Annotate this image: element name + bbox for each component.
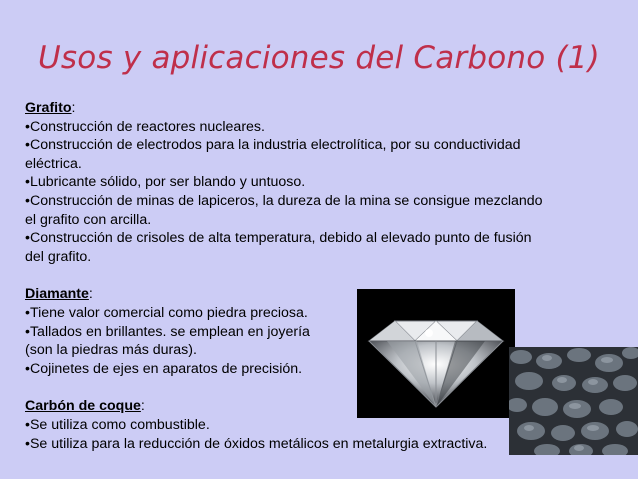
grafito-heading-line: [25, 99, 625, 118]
slide-title: Usos y aplicaciones del Carbono (1): [38, 40, 600, 76]
grafito-line: •Construcción de reactores nucleares.: [25, 118, 265, 135]
diamond-icon: [357, 289, 515, 418]
grafito-line: el grafito con arcilla.: [25, 211, 152, 228]
grafito-line: eléctrica.: [25, 155, 82, 172]
grafito-line: •Construcción de electrodos para la industria electrolítica, por su conductividad: [25, 137, 521, 154]
grafito-heading: Grafito: [25, 100, 72, 116]
coque-line: •Se utiliza como combustible.: [25, 416, 210, 433]
diamond-image: [357, 289, 515, 418]
section-spacer: [25, 266, 625, 285]
diamante-heading-line: [25, 285, 625, 304]
grafito-line: •Construcción de minas de lapiceros, la dureza de la mina se consigue mezclando: [25, 192, 543, 209]
diamante-line: (son la piedras más duras).: [25, 342, 197, 359]
grafito-colon: :: [71, 100, 76, 116]
diamante-line: •Cojinetes de ejes en aparatos de precisión.: [25, 360, 303, 377]
coque-colon: :: [140, 398, 145, 415]
coal-image: [509, 347, 638, 455]
diamante-heading: Diamante: [25, 286, 89, 303]
coque-line: •Se utiliza para la reducción de óxidos metálicos en metalurgia extractiva.: [25, 435, 488, 452]
grafito-line: •Construcción de crisoles de alta temperatura, debido al elevado punto de fusión: [25, 230, 532, 247]
grafito-line: del grafito.: [25, 248, 92, 265]
grafito-line: •Lubricante sólido, por ser blando y untuoso.: [25, 174, 306, 191]
coke-coal-icon: [509, 347, 638, 455]
diamante-line: •Tallados en brillantes. se emplean en joyería: [25, 323, 310, 340]
coque-heading: Carbón de coque: [25, 398, 141, 415]
diamante-line: •Tiene valor comercial como piedra preciosa.: [25, 304, 308, 321]
diamante-colon: :: [88, 286, 93, 303]
